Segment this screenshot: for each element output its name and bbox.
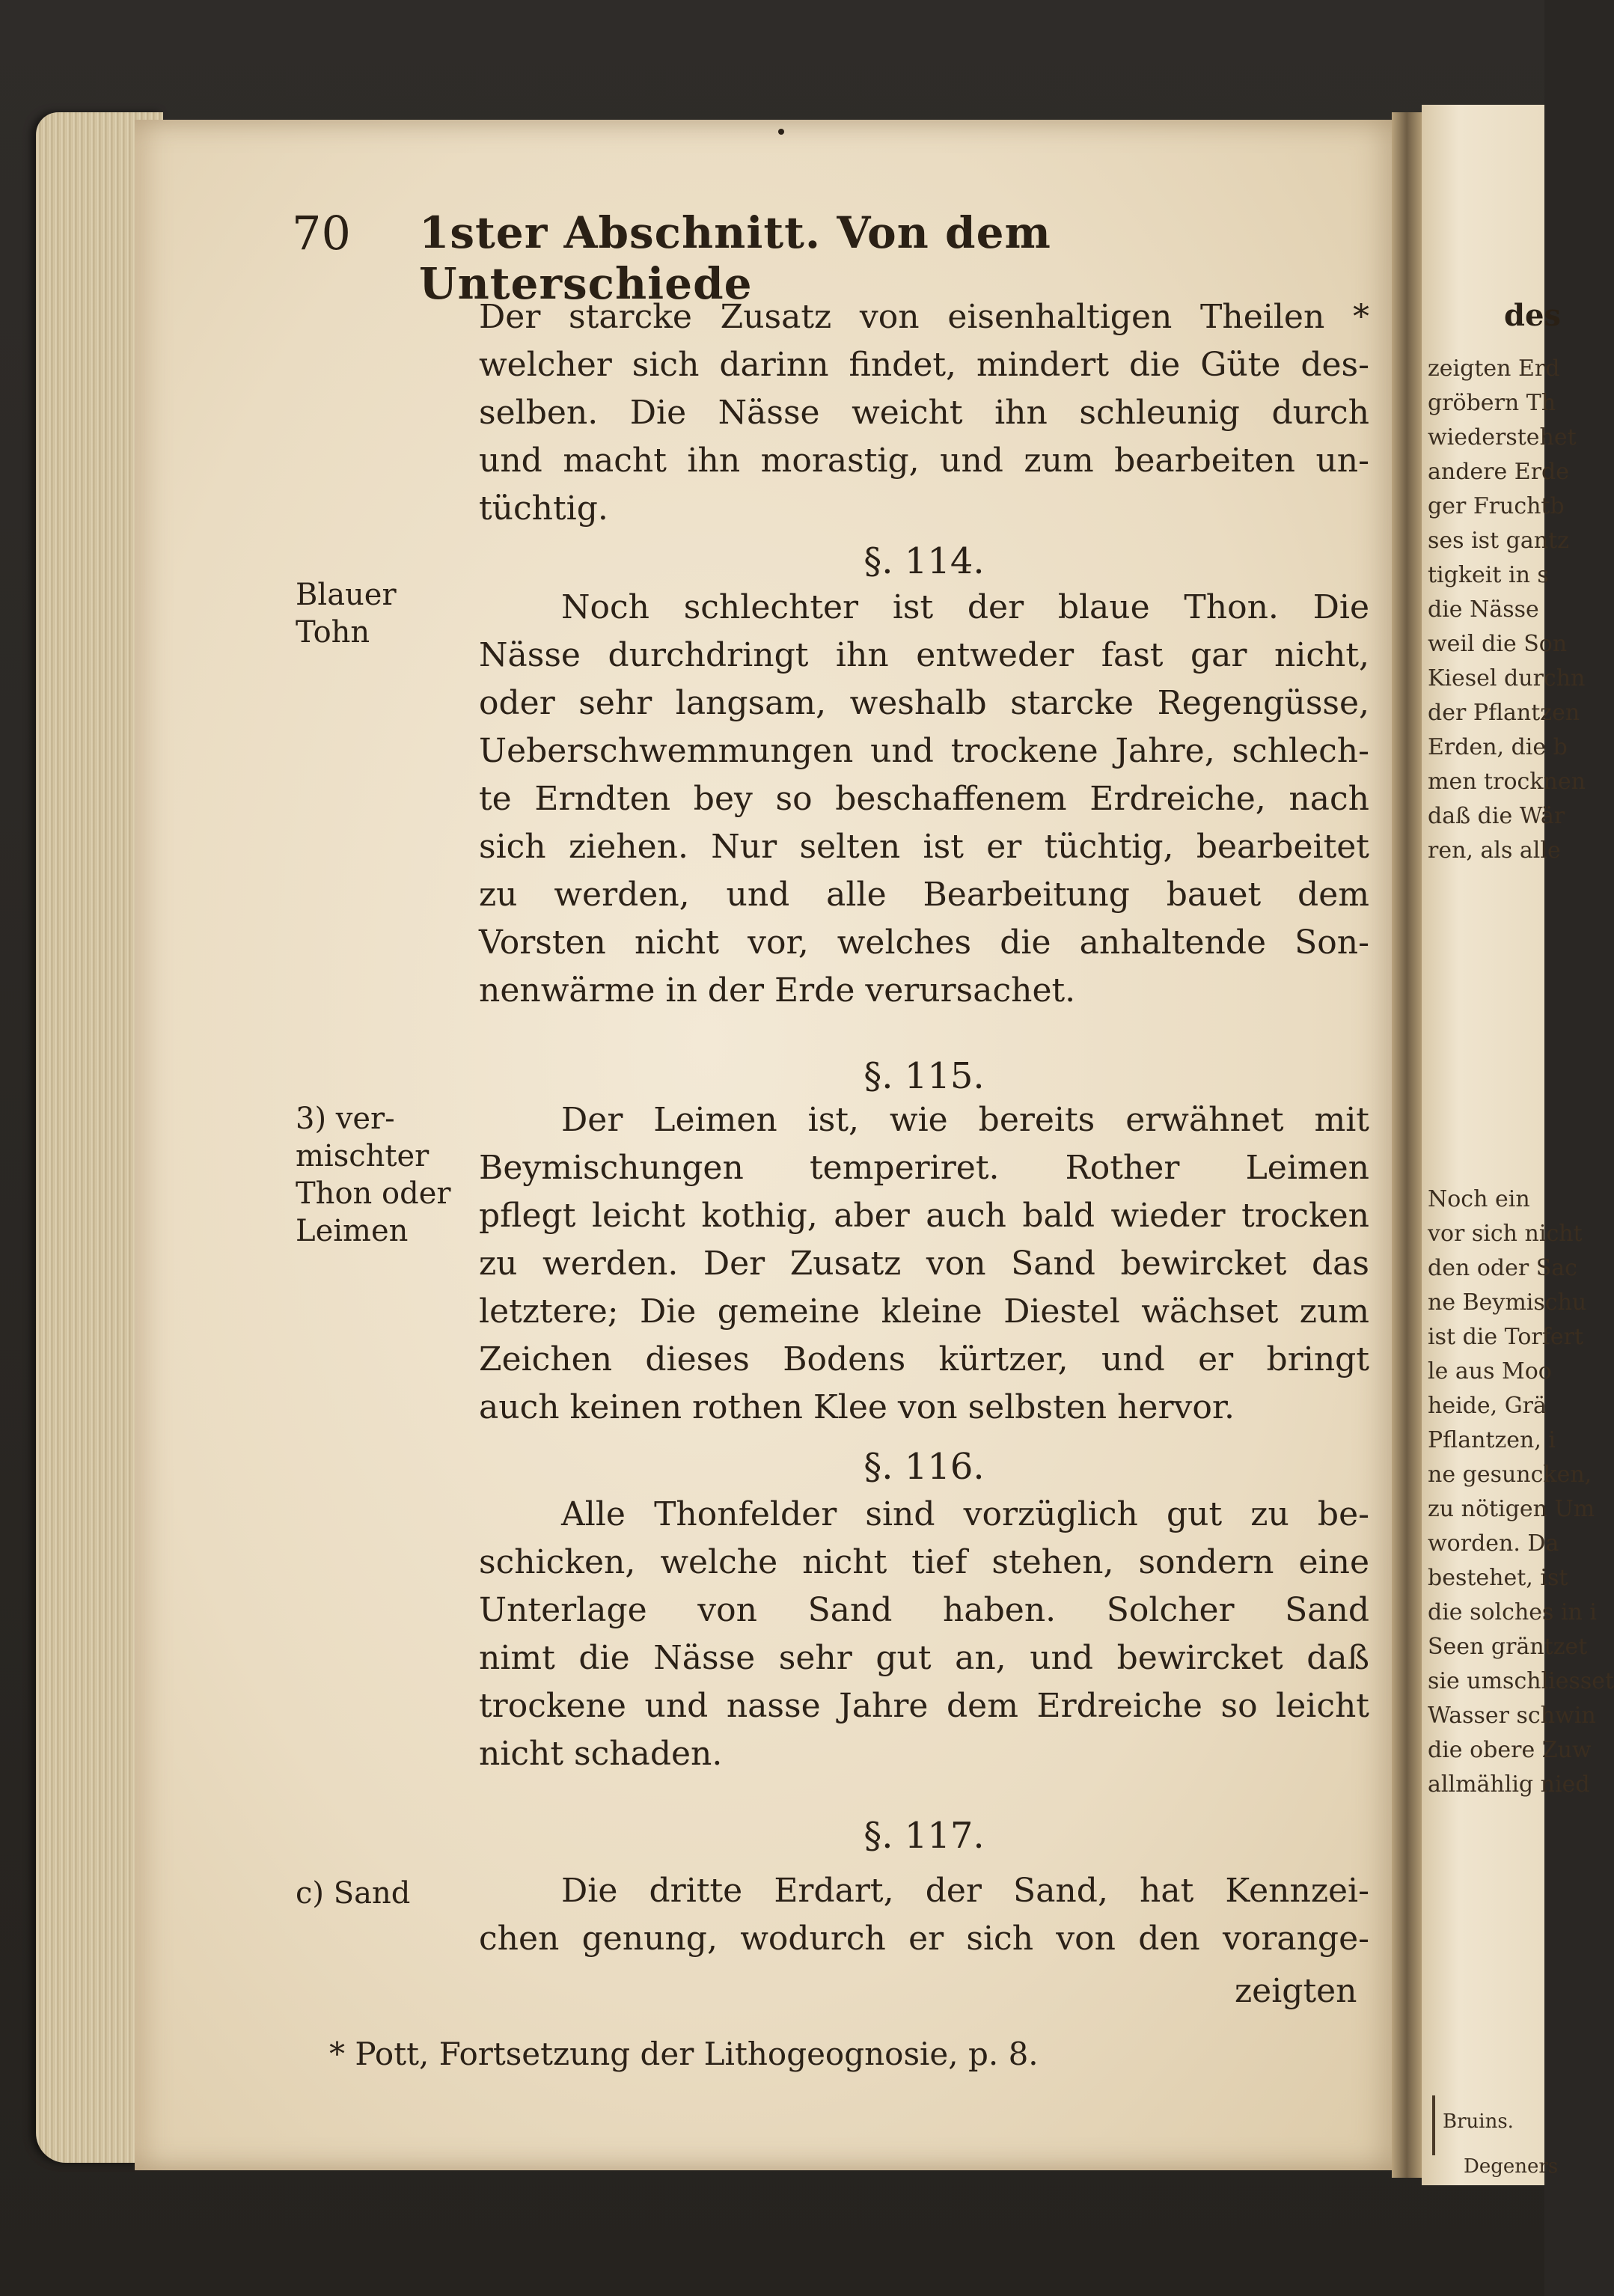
text-line: letztere; Die gemeine kleine Diestel wächset zum	[479, 1292, 1369, 1331]
next-page-text-line: die Nässe	[1428, 596, 1539, 623]
next-page-text-line: men trocknen	[1428, 769, 1586, 795]
right-page-fragment	[1422, 105, 1614, 2185]
margin-note-line: Blauer	[296, 578, 397, 612]
page-header	[292, 206, 1377, 309]
text-line: Ueberschwemmungen und trockene Jahre, schlech-	[479, 732, 1369, 770]
text-line: Unterlage von Sand haben. Solcher Sand	[479, 1591, 1369, 1629]
text-line: und macht ihn morastig, und zum bearbeiten un-	[479, 442, 1369, 480]
text-line: Nässe durchdringt ihn entweder fast gar nicht,	[479, 636, 1369, 674]
next-page-text-line: gröbern Th	[1428, 390, 1556, 416]
text-line: Beymischungen temperiret. Rother Leimen	[479, 1149, 1369, 1187]
next-page-text-line: tigkeit in s	[1428, 562, 1549, 588]
section-116-text	[479, 1491, 1369, 1778]
text-line: Der Leimen ist, wie bereits erwähnet mit	[561, 1101, 1369, 1139]
next-page-text-bottom	[1422, 1182, 1614, 1802]
next-page-text-line: ses ist gantz	[1428, 528, 1569, 554]
margin-note-vermischter-thon	[296, 1100, 475, 1250]
next-page-text-line: weil die Son	[1428, 631, 1568, 657]
text-line: pflegt leicht kothig, aber auch bald wieder trocken	[479, 1197, 1369, 1235]
text-line: Vorsten nicht vor, welches die anhaltende Son-	[479, 923, 1369, 962]
next-page-text-line: zeigten Erd	[1428, 355, 1560, 382]
next-page-text-line: die solches in i	[1428, 1599, 1597, 1625]
text-line: Die dritte Erdart, der Sand, hat Kennzei-	[561, 1872, 1369, 1910]
text-line: nicht schaden.	[479, 1735, 723, 1773]
text-line: zu werden. Der Zusatz von Sand bewircket das	[479, 1245, 1369, 1283]
text-line: auch keinen rothen Klee von selbsten hervor.	[479, 1388, 1235, 1426]
margin-note-sand	[296, 1875, 475, 1912]
text-line: sich ziehen. Nur selten ist er tüchtig, bearbeitet	[479, 828, 1369, 866]
next-page-text-line: Kiesel durchn	[1428, 665, 1586, 691]
next-page-text-line: ne Beymischu	[1428, 1289, 1587, 1316]
next-page-text-top	[1422, 352, 1586, 868]
next-page-text-line: ist die Torfert	[1428, 1324, 1584, 1350]
text-line: Zeichen dieses Bodens kürtzer, und er bringt	[479, 1340, 1369, 1378]
section-117-text	[479, 1867, 1369, 1963]
text-line: nenwärme in der Erde verursachet.	[479, 971, 1076, 1010]
section-115-text	[479, 1096, 1369, 1432]
text-line: welcher sich darinn findet, mindert die Güte des-	[479, 346, 1369, 384]
text-line: oder sehr langsam, weshalb starcke Regengüsse,	[479, 684, 1369, 722]
next-page-text-line: andere Erde	[1428, 459, 1569, 485]
margin-note-blauer-tohn	[296, 576, 475, 651]
section-114-text	[479, 584, 1369, 1015]
next-page-footnote-1: Bruins.	[1443, 2110, 1514, 2133]
next-page-text-line: worden. Da	[1428, 1530, 1559, 1557]
next-page-text-line: die obere Zuw	[1428, 1737, 1592, 1763]
text-line: tüchtig.	[479, 489, 608, 528]
margin-note-line: Tohn	[296, 615, 370, 650]
margin-note-line: mischter	[296, 1139, 430, 1173]
next-page-text-line: bestehet, ist	[1428, 1565, 1568, 1591]
section-heading-117: §. 117.	[863, 1815, 985, 1857]
intro-paragraph	[479, 293, 1369, 533]
text-line: Der starcke Zusatz von eisenhaltigen Theilen *	[479, 298, 1369, 336]
next-page-text-line: ger Fruchtb	[1428, 493, 1565, 519]
next-page-header: des	[1504, 298, 1561, 333]
text-line: chen genung, wodurch er sich von den vorange-	[479, 1920, 1369, 1958]
next-page-text-line: le aus Moo	[1428, 1358, 1552, 1384]
margin-note-line: Leimen	[296, 1214, 409, 1248]
page-number: 70	[292, 206, 351, 260]
section-heading-115: §. 115.	[863, 1055, 985, 1097]
margin-note-line: c) Sand	[296, 1876, 411, 1911]
text-line: te Erndten bey so beschaffenem Erdreiche, nach	[479, 780, 1369, 818]
next-page-text-line: Erden, die b	[1428, 734, 1568, 760]
text-line: zu werden, und alle Bearbeitung bauet dem	[479, 876, 1369, 914]
next-page-text-line: wiederstehet	[1428, 424, 1577, 451]
footnote: * Pott, Fortsetzung der Lithogeognosie, p. 8.	[329, 2036, 1039, 2072]
text-line: selben. Die Nässe weicht ihn schleunig durch	[479, 394, 1369, 432]
text-line: Alle Thonfelder sind vorzüglich gut zu be-	[561, 1495, 1369, 1533]
next-page-text-line: ne gesuncken,	[1428, 1462, 1592, 1488]
section-heading-114: §. 114.	[863, 540, 985, 582]
next-page-footnote-2: Degeners	[1464, 2155, 1559, 2178]
margin-note-line: 3) ver-	[296, 1102, 395, 1136]
next-page-text-line: Wasser schwin	[1428, 1703, 1596, 1729]
next-page-text-line: Noch ein	[1428, 1186, 1530, 1212]
next-page-text-line: daß die Wär	[1428, 803, 1565, 829]
next-page-text-line: heide, Grä	[1428, 1393, 1547, 1419]
catchword: zeigten	[1235, 1972, 1357, 2010]
next-page-footnote-rule	[1432, 2095, 1435, 2155]
text-line: schicken, welche nicht tief stehen, sondern eine	[479, 1543, 1369, 1581]
next-page-text-line: Seen gräntzet	[1428, 1634, 1588, 1660]
next-page-text-line: ren, als alle	[1428, 837, 1561, 864]
next-page-text-line: sie umschliesset	[1428, 1668, 1614, 1694]
next-page-text-line: allmählig nied	[1428, 1771, 1590, 1798]
text-line: trockene und nasse Jahre dem Erdreiche so leicht	[479, 1687, 1369, 1725]
next-page-text-line: den oder Sac	[1428, 1255, 1577, 1281]
running-title: 1ster Abschnitt. Von dem Unterschiede	[419, 207, 1051, 309]
section-heading-116: §. 116.	[863, 1446, 985, 1488]
book-gutter	[1392, 112, 1422, 2178]
text-line: Noch schlechter ist der blaue Thon. Die	[561, 588, 1369, 626]
next-page-text-line: zu nötigen Um	[1428, 1496, 1595, 1522]
ink-dot	[778, 129, 784, 135]
margin-note-line: Thon oder	[296, 1176, 451, 1211]
text-line: nimt die Nässe sehr gut an, und bewircket daß	[479, 1639, 1369, 1677]
next-page-text-line: vor sich nicht	[1428, 1221, 1583, 1247]
next-page-text-line: der Pflantzen	[1428, 700, 1580, 726]
next-page-text-line: Pflantzen, i	[1428, 1427, 1556, 1453]
